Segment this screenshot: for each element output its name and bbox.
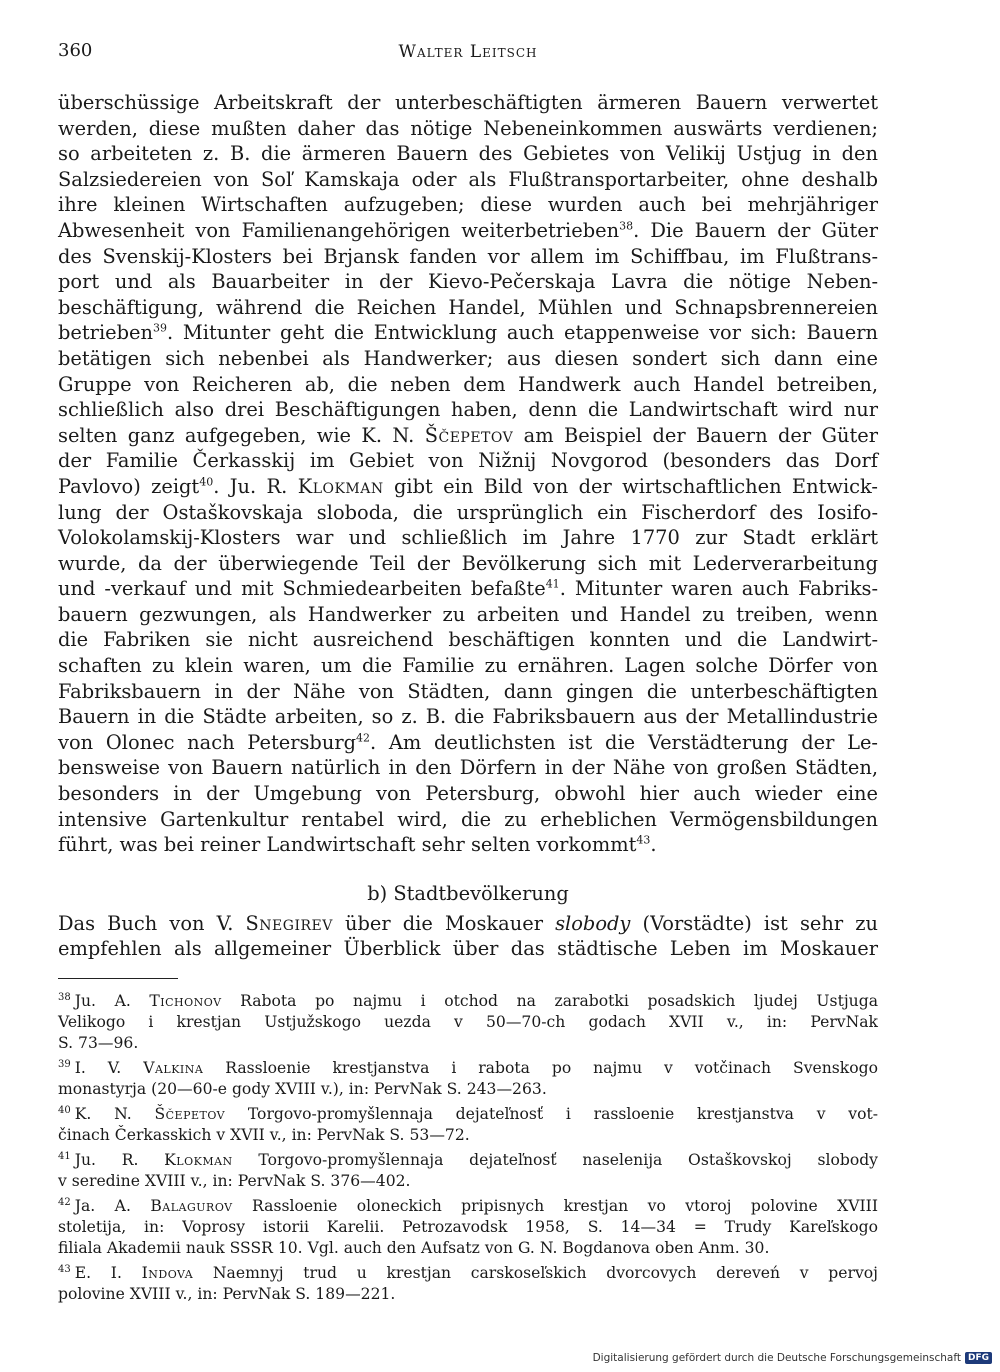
footnote-ref[interactable]: 39 [153,321,168,335]
text-line: Gruppe von Reicheren ab, die neben dem Handwerk auch Handel betreiben, [58,372,878,396]
text-line: selten ganz aufgegeben, wie K. N. Ščepetov am Beispiel der Bauern der Güter [58,423,878,447]
text-line: Abwesenheit von Familienangehörigen weiterbetrieben$^{38}$. Die Bauern der Güter [58,218,878,242]
footnote-ref[interactable]: 41 [545,577,560,591]
footnote-ref[interactable]: 42 [356,731,371,745]
author-name: Snegirev [245,911,333,935]
footnote-38: $^{38}$ Ju. A. Tichonov Rabota po najmu i otchod na zarabotki posadskich ljudej Ustjuga Velikogo i krestjan Ustjužskogo uezda v 50—70-ch godach XVII v., in: PervNak S. 73—96. [58,991,878,1052]
text-line: die Fabriken sie nicht ausreichend beschäftigen konnten und die Landwirt- [58,628,878,652]
text-line: empfehlen als allgemeiner Überblick über das städtische Leben im Moskauer [58,937,878,961]
footnote-41: $^{41}$ Ju. R. Klokman Torgovo-promyšlennaja dejateľnosť naselenija Ostaškovskoj slobody v seredine XVIII v., in: PervNak S. 376—402. [58,1150,878,1190]
text-line: Volokolamskij-Klosters war und schließlich im Jahre 1770 zur Stadt erklärt [58,526,878,550]
text-line: beschäftigung, während die Reichen Handel, Mühlen und Schnapsbrennereien [58,295,878,319]
author-name: Klokman [297,474,384,498]
text-line: von Olonec nach Petersburg$^{42}$. Am deutlichsten ist die Verstädterung der Le- [58,730,878,754]
text-line: überschüssige Arbeitskraft der unterbeschäftigten ärmeren Bauern verwertet [58,91,878,114]
text-line: betätigen sich nebenbei als Handwerker; aus diesen sondert sich dann eine [58,346,878,370]
digitization-credit [593,1352,992,1364]
document-page [58,36,878,1309]
text-line: so arbeiteten z. B. die ärmeren Bauern des Gebietes von Velikij Ustjug in den [58,142,878,166]
text-line: schließlich also drei Beschäftigungen haben, denn die Landwirtschaft wird nur [58,398,878,422]
text-line: bensweise von Bauern natürlich in den Dörfern in der Nähe von großen Städten, [58,756,878,780]
text-line: ihre kleinen Wirtschaften aufzugeben; diese wurden auch bei mehrjähriger [58,193,878,217]
text-line: des Svenskij-Klosters bei Brjansk fanden vor allem im Schiffbau, im Flußtrans- [58,244,878,268]
text-line: bauern gezwungen, als Handwerker zu arbeiten und Handel zu treiben, wenn [58,602,878,626]
credit-text: Digitalisierung gefördert durch die Deutsche Forschungsgemeinschaft [592,1352,961,1364]
footnote-ref[interactable]: 43 [636,833,651,847]
page-number: 360 [58,40,93,61]
text-line: wurde, da der überwiegende Teil der Bevölkerung sich mit Lederverarbeitung [58,551,878,575]
text-line: der Familie Čerkasskij im Gebiet von Nižnij Novgorod (besonders das Dorf [58,449,878,473]
footnote-39: $^{39}$ I. V. Valkina Rassloenie krestjanstva i rabota po najmu v votčinach Svenskogo monastyrja (20—60-e gody XVIII v.), in: PervNak S. 243—263. [58,1058,878,1098]
text-line: Bauern in die Städte arbeiten, so z. B. die Fabriksbauern aus der Metallindustrie [58,705,878,729]
section-heading: b) Stadtbevölkerung [367,881,569,905]
section-paragraph [58,911,878,962]
running-head: Walter Leitsch [398,42,538,62]
text-line: Fabriksbauern in der Nähe von Städten, dann gingen die unterbeschäftigten [58,679,878,703]
text-line: intensive Gartenkultur rentabel wird, die zu erheblichen Vermögensbildungen [58,807,878,831]
text-line: Das Buch von V. Snegirev über die Moskauer slobody (Vorstädte) ist sehr zu [58,911,878,935]
text-line: und -verkauf und mit Schmiedearbeiten befaßte$^{41}$. Mitunter waren auch Fabriks- [58,577,878,601]
text-line: führt, was bei reiner Landwirtschaft sehr selten vorkommt$^{43}$. [58,833,657,857]
text-line: port und als Bauarbeiter in der Kievo-Pečerskaja Lavra die nötige Neben- [58,270,878,294]
footnotes [58,991,878,1305]
text-line: werden, diese mußten daher das nötige Nebeneinkommen auswärts verdienen; [58,116,878,140]
dfg-logo-icon: DFG [965,1352,992,1364]
footnote-40: $^{40}$ K. N. Ščepetov Torgovo-promyšlennaja dejateľnosť i rassloenie krestjanstva v vot- činach Čerkasskich v XVII v., in: PervNak S. 53—72. [58,1104,878,1144]
footnote-rule [58,978,178,979]
footnote-43: $^{43}$ E. I. Indova Naemnyj trud u krestjan carskoseľskich dvorcovych dereveń v pervoj polovine XVIII v., in: PervNak S. 189—221. [58,1263,879,1303]
text-line: schaften zu klein waren, um die Familie zu ernähren. Lagen solche Dörfer von [58,654,878,678]
text-line: Pavlovo) zeigt$^{40}$. Ju. R. Klokman gibt ein Bild von der wirtschaftlichen Entwick- [58,474,878,498]
text-line: Salzsiedereien von Soľ Kamskaja oder als Flußtransportarbeiter, ohne deshalb [58,167,878,191]
body-paragraph [58,90,878,858]
footnote-ref[interactable]: 38 [619,219,634,233]
text-line: besonders in der Umgebung von Petersburg, obwohl hier auch wieder eine [58,782,878,806]
text-line: betrieben$^{39}$. Mitunter geht die Entwicklung auch etappenweise vor sich: Bauern [58,321,878,345]
text-line: lung der Ostaškovskaja sloboda, die ursprünglich ein Fischerdorf des Iosifo- [58,500,878,524]
page-header [58,36,878,76]
footnote-42: $^{42}$ Ja. A. Balagurov Rassloenie oloneckich pripisnych krestjan vo vtoroj polovine XVIII stoletija, in: Voprosy istorii Karelii. Petrozavodsk 1958, S. 14—34 = Trudy Kareľskogo filiala Akademii nauk SSSR 10. Vgl. auch den Aufsatz von G. N. Bogdanova oben Anm. 30. [58,1196,878,1257]
footnote-ref[interactable]: 40 [199,475,214,489]
author-name: Ščepetov [424,423,514,447]
